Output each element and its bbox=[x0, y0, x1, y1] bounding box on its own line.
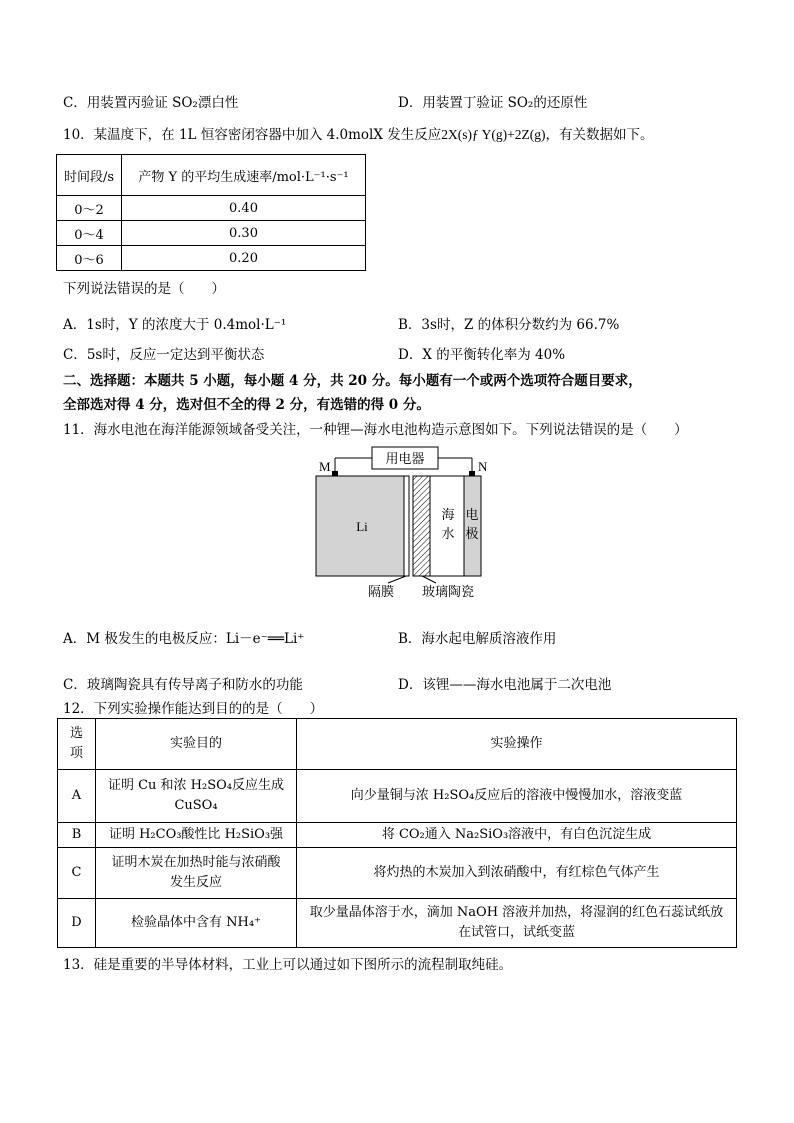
seawater-label-1: 海 bbox=[441, 508, 455, 523]
q10-option-a: A．1s时，Y 的浓度大于 0.4mol·L⁻¹ bbox=[63, 317, 287, 333]
table-row bbox=[57, 196, 366, 221]
table-header-row bbox=[58, 719, 737, 770]
table-cell: D bbox=[58, 899, 96, 948]
seawater-label-2: 水 bbox=[441, 527, 455, 542]
q12-stem: 12．下列实验操作能达到目的的是（ ） bbox=[63, 701, 324, 717]
q10-stem bbox=[63, 123, 653, 143]
glass-ceramic bbox=[413, 476, 430, 576]
li-label: Li bbox=[356, 519, 368, 534]
table-cell: 证明木炭在加热时能与浓硝酸发生反应 bbox=[96, 848, 297, 899]
table-row bbox=[57, 246, 366, 271]
table-cell: 0～6 bbox=[57, 246, 122, 271]
device-label: 用电器 bbox=[385, 452, 425, 467]
seawater bbox=[430, 476, 464, 576]
option-c-prev: C．用装置丙验证 SO₂漂白性 bbox=[63, 95, 239, 111]
table-cell: 向少量铜与浓 H₂SO₄反应后的溶液中慢慢加水，溶液变蓝 bbox=[297, 770, 737, 823]
table-cell: 0.20 bbox=[122, 246, 366, 271]
table-cell: 0.30 bbox=[122, 221, 366, 246]
table-cell: 将灼热的木炭加入到浓硝酸中，有红棕色气体产生 bbox=[297, 848, 737, 899]
q10-prompt: 下列说法错误的是（ ） bbox=[63, 281, 225, 297]
q11-option-c: C．玻璃陶瓷具有传导离子和防水的功能 bbox=[63, 677, 303, 693]
header-operation: 实验操作 bbox=[297, 719, 737, 770]
table-cell: 0～2 bbox=[57, 196, 122, 221]
header-purpose: 实验目的 bbox=[96, 719, 297, 770]
table-header-row bbox=[57, 155, 366, 196]
table-cell: 证明 Cu 和浓 H₂SO₄反应生成 CuSO₄ bbox=[96, 770, 297, 823]
table-cell: 证明 H₂CO₃酸性比 H₂SiO₃强 bbox=[96, 823, 297, 848]
q10-option-d: D．X 的平衡转化率为 40% bbox=[398, 347, 566, 363]
table-row bbox=[58, 823, 737, 848]
q10-stem-prefix: 10．某温度下，在 1L 恒容密闭容器中加入 4.0molX 发生反应 bbox=[63, 127, 442, 143]
table-cell: 检验晶体中含有 NH₄⁺ bbox=[96, 899, 297, 948]
q11-option-a: A．M 极发生的电极反应：Li－e⁻══Li⁺ bbox=[63, 631, 305, 647]
table-row bbox=[57, 221, 366, 246]
header-rate: 产物 Y 的平均生成速率/mol·L⁻¹·s⁻¹ bbox=[122, 155, 366, 196]
option-d-prev: D．用装置丁验证 SO₂的还原性 bbox=[398, 95, 588, 111]
section2-line2: 全部选对得 4 分，选对但不全的得 2 分，有选错的得 0 分。 bbox=[63, 397, 430, 413]
table-cell: 0～4 bbox=[57, 221, 122, 246]
q10-stem-suffix: ，有关数据如下。 bbox=[545, 127, 654, 143]
m-label: M bbox=[319, 459, 331, 474]
table-cell: B bbox=[58, 823, 96, 848]
membrane bbox=[404, 476, 409, 576]
electrode-label-1: 电 bbox=[465, 508, 479, 523]
header-time: 时间段/s bbox=[57, 155, 122, 196]
q10-table bbox=[56, 154, 366, 271]
table-cell: 将 CO₂通入 Na₂SiO₃溶液中，有白色沉淀生成 bbox=[297, 823, 737, 848]
q11-option-b: B．海水起电解质溶液作用 bbox=[398, 631, 557, 647]
table-row bbox=[58, 899, 737, 948]
electrode-label-2: 极 bbox=[465, 527, 479, 542]
membrane-label: 隔膜 bbox=[368, 585, 395, 600]
q11-stem: 11．海水电池在海洋能源领域备受关注，一种锂—海水电池构造示意图如下。下列说法错误的是（ ） bbox=[63, 422, 688, 438]
n-electrode bbox=[464, 476, 481, 576]
q10-option-c: C．5s时，反应一定达到平衡状态 bbox=[63, 347, 265, 363]
table-cell: 0.40 bbox=[122, 196, 366, 221]
table-cell: A bbox=[58, 770, 96, 823]
n-label: N bbox=[478, 459, 488, 474]
section2-line1: 二、选择题：本题共 5 小题，每小题 4 分，共 20 分。每小题有一个或两个选项符合题目要求， bbox=[63, 373, 642, 389]
q13-stem: 13．硅是重要的半导体材料，工业上可以通过如下图所示的流程制取纯硅。 bbox=[63, 957, 513, 973]
table-cell: C bbox=[58, 848, 96, 899]
q12-table bbox=[57, 718, 737, 948]
table-row bbox=[58, 770, 737, 823]
q10-option-b: B．3s时，Z 的体积分数约为 66.7% bbox=[398, 317, 620, 333]
ceramic-label: 玻璃陶瓷 bbox=[422, 585, 475, 600]
battery-diagram bbox=[300, 440, 500, 605]
table-row bbox=[58, 848, 737, 899]
table-cell: 取少量晶体溶于水，滴加 NaOH 溶液并加热，将湿润的红色石蕊试纸放在试管口，试纸变蓝 bbox=[297, 899, 737, 948]
header-option-text: 选项 bbox=[69, 726, 83, 761]
q11-option-d: D．该锂——海水电池属于二次电池 bbox=[398, 677, 612, 693]
q10-reaction: 2X(s)ƒ Y(g)+2Z(g) bbox=[441, 127, 546, 142]
header-option bbox=[58, 719, 96, 770]
